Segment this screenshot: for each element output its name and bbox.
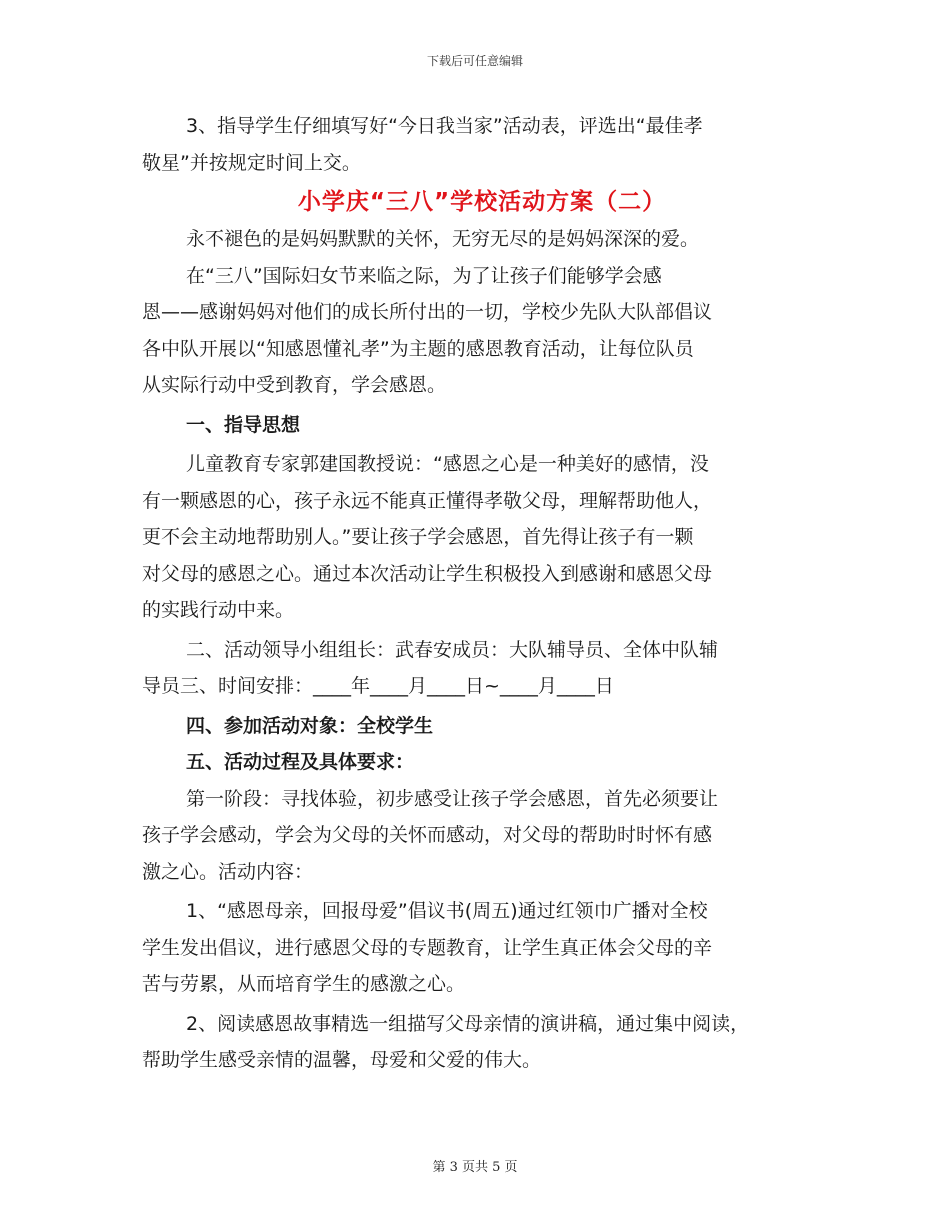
intro-paragraph-2-line-3: 各中队开展以“知感恩懂礼孝”为主题的感恩教育活动，让每位队员 — [142, 337, 694, 360]
item-3-line-2: 敬星”并按规定时间上交。 — [142, 151, 361, 174]
stage-1-line-3: 激之心。活动内容： — [142, 860, 314, 883]
leadership-line-2: 导员三、时间安排：____年____月____日~____月____日 — [142, 675, 614, 697]
document-body — [142, 108, 822, 1079]
activity-1-line-1: 1、“感恩母亲，回报母爱”倡议书(周五)通过红领巾广播对全校 — [186, 900, 708, 922]
page-footer: 第 3 页共 5 页 — [432, 1160, 518, 1175]
guiding-line-1: 儿童教育专家郭建国教授说：“感恩之心是一种美好的感情，没 — [186, 453, 709, 475]
stage-1-line-2: 孩子学会感动，学会为父母的关怀而感动，对父母的帮助时时怀有感 — [142, 824, 713, 846]
activity-2-line-2: 帮助学生感受亲情的温馨，母爱和父爱的伟大。 — [142, 1049, 542, 1071]
leadership-line-1: 二、活动领导小组组长：武春安成员：大队辅导员、全体中队辅 — [186, 638, 719, 661]
activity-1-line-2: 学生发出倡议，进行感恩父母的专题教育，让学生真正体会父母的辛 — [142, 936, 713, 959]
intro-paragraph-2-line-1: 在“三八”国际妇女节来临之际，为了让孩子们能够学会感 — [186, 264, 662, 287]
guiding-line-2: 有一颗感恩的心，孩子永远不能真正懂得孝敬父母，理解帮助他人， — [142, 489, 713, 512]
section-title: 小学庆“三八”学校活动方案（二） — [297, 189, 667, 215]
activity-1-line-3: 苦与劳累，从而培育学生的感激之心。 — [142, 973, 466, 995]
guiding-line-5: 的实践行动中来。 — [142, 599, 295, 621]
intro-paragraph-2-line-4: 从实际行动中受到教育，学会感恩。 — [142, 374, 447, 396]
stage-1-line-1: 第一阶段：寻找体验，初步感受让孩子学会感恩，首先必须要让 — [186, 787, 719, 810]
guiding-line-4: 对父母的感恩之心。通过本次活动让学生积极投入到感谢和感恩父母 — [142, 562, 713, 585]
intro-paragraph-2-line-2: 恩——感谢妈妈对他们的成长所付出的一切，学校少先队大队部倡议 — [142, 301, 713, 323]
activity-2-line-1: 2、阅读感恩故事精选一组描写父母亲情的演讲稿，通过集中阅读， — [186, 1012, 750, 1035]
heading-process: 五、活动过程及具体要求： — [186, 751, 415, 773]
heading-participants: 四、参加活动对象：全校学生 — [186, 714, 434, 737]
heading-guiding-thought: 一、指导思想 — [186, 413, 301, 436]
intro-paragraph-1: 永不褪色的是妈妈默默的关怀，无穷无尽的是妈妈深深的爱。 — [186, 228, 700, 250]
item-3-line-1: 3、指导学生仔细填写好“今日我当家”活动表，评选出“最佳孝 — [186, 115, 703, 137]
guiding-line-3: 更不会主动地帮助别人。”要让孩子学会感恩，首先得让孩子有一颗 — [142, 526, 694, 548]
page-header: 下载后可任意编辑 — [426, 54, 523, 68]
